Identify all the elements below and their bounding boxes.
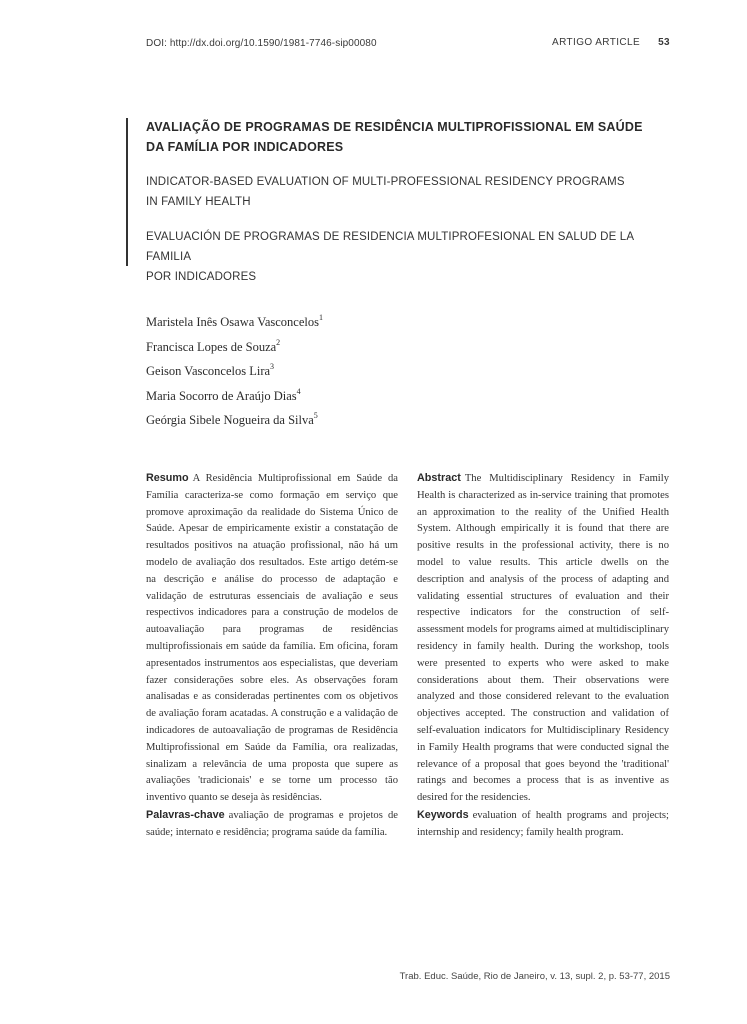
palavras-chave-label: Palavras-chave xyxy=(146,808,225,821)
author-list xyxy=(146,308,323,431)
author-affiliation-mark: 1 xyxy=(318,313,323,322)
title-rule xyxy=(126,118,128,266)
title-line: POR INDICADORES xyxy=(146,271,257,283)
resumo-paragraph xyxy=(146,470,398,807)
author-affiliation-mark: 3 xyxy=(270,362,275,371)
title-block xyxy=(146,117,666,287)
running-header xyxy=(552,37,670,48)
resumo-label: Resumo xyxy=(146,472,189,484)
abstract-paragraph xyxy=(417,470,669,807)
author: Geórgia Sibele Nogueira da Silva$^5$ xyxy=(146,411,318,427)
abstract-label: Abstract xyxy=(417,472,461,484)
abstract-text: The Multidisciplinary Residency in Family Health is characterized as in-service training that promotes an approximation to the reality of the Unified Health System. Although empirically it is found that there are positive results in the professional activity, there is no model to value results. This article dwells on the description and analysis of the process of adapting and validating essential structures of evaluation and their respective indicators for the construction of self-assessment models for programs aimed at multidisciplinary residency in family health. During the workshop, tools were presented to experts who were asked to make considerations about them. Their observations were analyzed and those considered relevant to the evaluation objectives accepted. The construction and validation of self-evaluation indicators for Multidisciplinary Residency in Family Health programs that were conducted signal the relevance of a proposal that goes beyond the 'traditional' ratings and becomes a process that is as inventive as desired for the residencies. xyxy=(417,473,669,804)
title-line: EVALUACIÓN DE PROGRAMAS DE RESIDENCIA MULTIPROFESIONAL EN SALUD DE LA FAMILIA xyxy=(146,231,634,263)
doi-link[interactable]: DOI: http://dx.doi.org/10.1590/1981-7746-sip00080 xyxy=(146,38,377,49)
author: Maristela Inês Osawa Vasconcelos$^1$ xyxy=(146,313,323,329)
author: Geison Vasconcelos Lira$^3$ xyxy=(146,362,275,378)
author: Maria Socorro de Araújo Dias$^4$ xyxy=(146,386,301,403)
palavras-chave-text: avaliação de programas e projetos de saúde; internato e residência; programa saúde da família. xyxy=(146,809,398,838)
keywords-text: evaluation of health programs and projects; internship and residency; family health program. xyxy=(417,809,669,838)
resumo-text: A Residência Multiprofissional em Saúde da Família caracteriza-se como formação em serviço que promove aproximação da realidade do Sistema Único de Saúde. Apesar de empiricamente existir a constatação de resultados positivos na atuação profissional, não há um modelo de avaliação dos resultados. Este artigo detém-se na descrição e análise do processo de adaptação e validação de estruturas essenciais de avaliação e seus respectivos indicadores para a construção de modelos de autoavaliação para programas de residências multiprofissionais em saúde da família. Em oficina, foram apresentados instrumentos aos especialistas, que deveriam fazer considerações sobre eles. As observações foram analisadas e as consideradas pertinentes com os objetivos de avaliação foram acatadas. A construção e a validação de indicadores de autoavaliação de programas de Residência Multiprofissional em Saúde da Família, ora realizadas, sinalizam a relevância de uma proposta que supere as avaliações 'tradicionais' e se torne um processo tão inventivo quanto se deseja às residências. xyxy=(146,473,398,804)
author-affiliation-mark: 4 xyxy=(296,386,301,396)
author: Francisca Lopes de Souza$^2$ xyxy=(146,337,281,354)
abstract-column xyxy=(417,470,669,842)
palavras-chave-paragraph xyxy=(146,807,398,842)
keywords-label: Keywords xyxy=(417,808,469,821)
section-label: ARTIGO ARTICLE xyxy=(552,37,641,48)
resumo-column xyxy=(146,470,398,842)
title-english xyxy=(146,172,666,212)
author-affiliation-mark: 2 xyxy=(276,337,281,347)
title-line: AVALIAÇÃO DE PROGRAMAS DE RESIDÊNCIA MULTIPROFISSIONAL EM SAÚDE xyxy=(146,120,643,134)
title-portuguese xyxy=(146,117,666,157)
page-number: 53 xyxy=(658,37,670,48)
title-line: DA FAMÍLIA POR INDICADORES xyxy=(146,140,344,154)
keywords-paragraph xyxy=(417,807,669,842)
journal-citation: Trab. Educ. Saúde, Rio de Janeiro, v. 13, supl. 2, p. 53-77, 2015 xyxy=(399,971,670,982)
author-affiliation-mark: 5 xyxy=(313,411,318,420)
title-spanish xyxy=(146,227,666,287)
title-line: INDICATOR-BASED EVALUATION OF MULTI-PROFESSIONAL RESIDENCY PROGRAMS xyxy=(146,176,625,188)
title-line: IN FAMILY HEALTH xyxy=(146,196,251,208)
